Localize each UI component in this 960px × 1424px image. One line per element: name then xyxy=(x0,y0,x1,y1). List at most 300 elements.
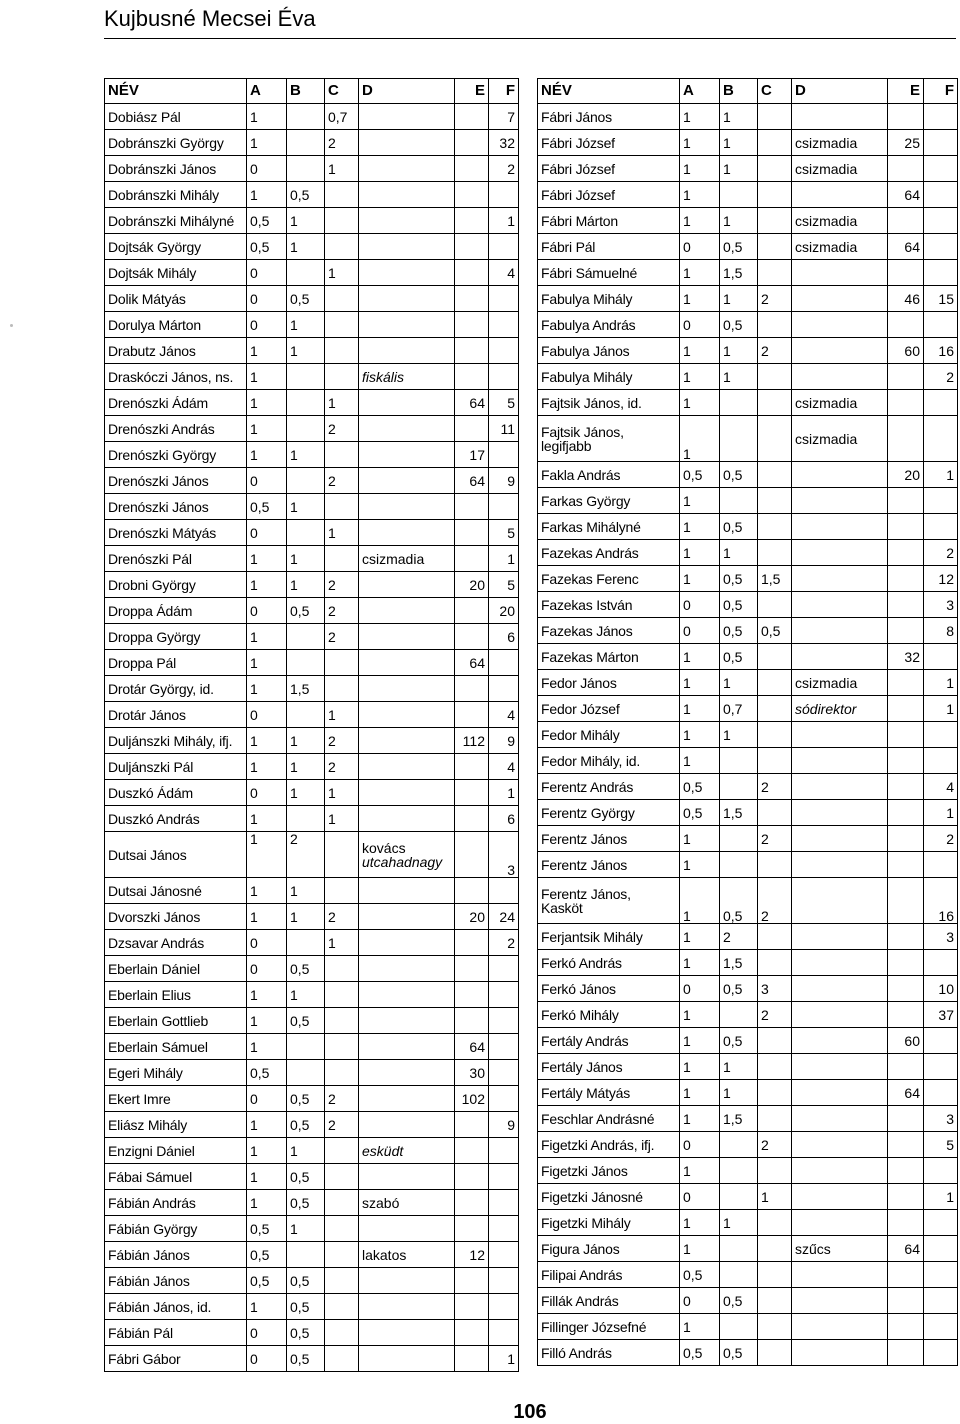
cell-name: Fábián András xyxy=(105,1190,247,1216)
cell-d xyxy=(359,1060,455,1086)
cell-c xyxy=(325,1034,359,1060)
cell-a: 0,5 xyxy=(247,234,287,260)
cell-a: 1 xyxy=(247,1294,287,1320)
cell-name: Fábián János, id. xyxy=(105,1294,247,1320)
cell-d xyxy=(359,260,455,286)
cell-name: Ferentz György xyxy=(538,800,680,826)
cell-b: 0,5 xyxy=(720,514,758,540)
cell-a: 1 xyxy=(247,878,287,904)
cell-d xyxy=(792,1054,888,1080)
table-row xyxy=(105,1268,519,1294)
cell-name: Ferkó András xyxy=(538,950,680,976)
cell-d xyxy=(359,702,455,728)
cell-a: 1 xyxy=(680,1314,720,1340)
cell-c xyxy=(325,1294,359,1320)
cell-e: 25 xyxy=(888,130,924,156)
cell-f: 1 xyxy=(924,800,958,826)
cell-a: 0,5 xyxy=(247,1268,287,1294)
cell-a: 1 xyxy=(247,130,287,156)
table-row xyxy=(538,1262,958,1288)
cell-d xyxy=(359,956,455,982)
cell-d xyxy=(359,878,455,904)
table-row xyxy=(538,924,958,950)
cell-e xyxy=(455,1008,489,1034)
table-row xyxy=(538,670,958,696)
cell-f: 5 xyxy=(489,390,519,416)
cell-b: 1 xyxy=(720,208,758,234)
cell-b xyxy=(287,364,325,390)
cell-d xyxy=(792,462,888,488)
cell-e xyxy=(888,1054,924,1080)
cell-a: 0,5 xyxy=(247,1060,287,1086)
cell-b xyxy=(287,390,325,416)
table-row xyxy=(538,1314,958,1340)
table-row xyxy=(105,338,519,364)
cell-d xyxy=(359,728,455,754)
table-row xyxy=(105,1190,519,1216)
cell-d xyxy=(792,592,888,618)
cell-f: 16 xyxy=(924,338,958,364)
cell-name: Fedor Mihály, id. xyxy=(538,748,680,774)
cell-c xyxy=(758,1262,792,1288)
cell-e xyxy=(455,520,489,546)
cell-e xyxy=(455,1112,489,1138)
cell-name: Dvorszki János xyxy=(105,904,247,930)
cell-c xyxy=(758,696,792,722)
cell-a: 1 xyxy=(680,566,720,592)
cell-f xyxy=(924,1210,958,1236)
cell-a: 1 xyxy=(680,488,720,514)
cell-b: 1,5 xyxy=(287,676,325,702)
cell-d xyxy=(792,1184,888,1210)
table-row xyxy=(105,1320,519,1346)
cell-b: 0,5 xyxy=(287,1268,325,1294)
cell-a: 0,5 xyxy=(680,462,720,488)
cell-f: 6 xyxy=(489,806,519,832)
cell-name: Fazekas Ferenc xyxy=(538,566,680,592)
cell-c: 1 xyxy=(758,1184,792,1210)
table-row xyxy=(538,826,958,852)
page-number: 106 xyxy=(513,1401,547,1423)
cell-e xyxy=(455,312,489,338)
cell-a: 0 xyxy=(680,1132,720,1158)
cell-c: 0,5 xyxy=(758,618,792,644)
table-row xyxy=(538,1054,958,1080)
cell-c xyxy=(325,1138,359,1164)
cell-d xyxy=(359,1320,455,1346)
cell-name: Drabutz János xyxy=(105,338,247,364)
cell-f xyxy=(924,312,958,338)
cell-d: lakatos xyxy=(359,1242,455,1268)
column-header-e: E xyxy=(455,79,489,104)
cell-f xyxy=(924,1314,958,1340)
cell-c: 1 xyxy=(325,702,359,728)
cell-a: 1 xyxy=(680,1106,720,1132)
cell-b: 0,5 xyxy=(720,566,758,592)
cell-c: 2 xyxy=(325,904,359,930)
cell-name: Ferentz János, Kasköt xyxy=(538,878,680,924)
cell-b xyxy=(287,520,325,546)
table-row xyxy=(538,208,958,234)
cell-d xyxy=(359,650,455,676)
cell-f xyxy=(924,390,958,416)
cell-a: 1 xyxy=(680,1158,720,1184)
cell-e: 64 xyxy=(455,650,489,676)
cell-f xyxy=(924,156,958,182)
cell-c xyxy=(758,800,792,826)
cell-name: Fedor József xyxy=(538,696,680,722)
cell-f xyxy=(489,676,519,702)
cell-b: 2 xyxy=(287,832,325,878)
column-header-name: NÉV xyxy=(105,79,247,104)
table-row xyxy=(538,514,958,540)
cell-d xyxy=(359,1268,455,1294)
cell-d xyxy=(359,338,455,364)
column-header-name: NÉV xyxy=(538,79,680,104)
cell-b: 0,5 xyxy=(287,956,325,982)
cell-e: 46 xyxy=(888,286,924,312)
cell-d xyxy=(359,1216,455,1242)
cell-e xyxy=(455,624,489,650)
cell-b xyxy=(720,416,758,462)
cell-a: 1 xyxy=(247,1008,287,1034)
cell-a: 1 xyxy=(680,1210,720,1236)
cell-a: 1 xyxy=(680,1002,720,1028)
cell-a: 0,5 xyxy=(247,208,287,234)
cell-a: 0 xyxy=(247,598,287,624)
cell-e xyxy=(455,1138,489,1164)
cell-e xyxy=(888,1314,924,1340)
cell-a: 0 xyxy=(247,956,287,982)
cell-b: 1 xyxy=(720,670,758,696)
cell-d xyxy=(792,878,888,924)
cell-b xyxy=(287,130,325,156)
cell-d xyxy=(792,976,888,1002)
cell-c: 1 xyxy=(325,930,359,956)
cell-f: 4 xyxy=(489,702,519,728)
table-row xyxy=(538,644,958,670)
cell-b: 0,5 xyxy=(720,1288,758,1314)
cell-b: 1 xyxy=(720,1054,758,1080)
cell-b xyxy=(287,416,325,442)
cell-name: Fazekas András xyxy=(538,540,680,566)
cell-f xyxy=(924,104,958,130)
cell-c xyxy=(758,156,792,182)
cell-d xyxy=(359,442,455,468)
cell-c: 2 xyxy=(758,878,792,924)
cell-a: 0 xyxy=(680,976,720,1002)
cell-b: 0,5 xyxy=(287,1190,325,1216)
cell-b xyxy=(720,1158,758,1184)
cell-name: Fábián János xyxy=(105,1268,247,1294)
table-row xyxy=(105,390,519,416)
cell-c xyxy=(325,494,359,520)
cell-b xyxy=(720,748,758,774)
table-row xyxy=(538,130,958,156)
cell-b: 1,5 xyxy=(720,950,758,976)
cell-d xyxy=(792,774,888,800)
cell-f xyxy=(489,1138,519,1164)
table-row xyxy=(105,1034,519,1060)
cell-c xyxy=(758,1236,792,1262)
cell-e: 102 xyxy=(455,1086,489,1112)
cell-d xyxy=(359,1008,455,1034)
cell-b xyxy=(720,1132,758,1158)
cell-name: Filló András xyxy=(538,1340,680,1366)
cell-d xyxy=(792,950,888,976)
cell-c xyxy=(758,644,792,670)
table-row xyxy=(105,754,519,780)
cell-a: 1 xyxy=(247,676,287,702)
cell-name: Droppa Pál xyxy=(105,650,247,676)
table-row xyxy=(538,1158,958,1184)
cell-f xyxy=(924,1262,958,1288)
cell-e xyxy=(888,826,924,852)
cell-name: Dobránszki Mihály xyxy=(105,182,247,208)
cell-e xyxy=(455,546,489,572)
cell-c xyxy=(758,364,792,390)
cell-d xyxy=(792,826,888,852)
cell-b: 0,5 xyxy=(287,1294,325,1320)
cell-e xyxy=(455,1190,489,1216)
cell-f xyxy=(489,1242,519,1268)
cell-e: 64 xyxy=(888,182,924,208)
cell-a: 1 xyxy=(247,390,287,416)
cell-a: 1 xyxy=(247,1112,287,1138)
table-row xyxy=(105,1242,519,1268)
cell-d xyxy=(792,1132,888,1158)
cell-name: Fábri Márton xyxy=(538,208,680,234)
cell-c xyxy=(325,650,359,676)
cell-d: csizmadia xyxy=(792,234,888,260)
cell-name: Fábri József xyxy=(538,130,680,156)
cell-c xyxy=(325,832,359,878)
cell-f: 5 xyxy=(489,520,519,546)
cell-a: 0 xyxy=(247,1086,287,1112)
cell-a: 1 xyxy=(680,924,720,950)
cell-f xyxy=(489,1320,519,1346)
cell-d: szűcs xyxy=(792,1236,888,1262)
cell-a: 1 xyxy=(247,442,287,468)
table-row xyxy=(105,1060,519,1086)
cell-d xyxy=(792,1288,888,1314)
cell-name: Fillinger Józsefné xyxy=(538,1314,680,1340)
cell-c xyxy=(758,1106,792,1132)
cell-b: 0,5 xyxy=(720,312,758,338)
cell-e xyxy=(455,754,489,780)
cell-d xyxy=(359,390,455,416)
cell-f: 3 xyxy=(924,1106,958,1132)
cell-name: Enzigni Dániel xyxy=(105,1138,247,1164)
cell-d xyxy=(359,598,455,624)
cell-d xyxy=(359,416,455,442)
cell-f: 20 xyxy=(489,598,519,624)
table-row xyxy=(538,1028,958,1054)
table-row xyxy=(105,104,519,130)
cell-d xyxy=(359,182,455,208)
cell-a: 1 xyxy=(680,208,720,234)
cell-name: Fábián Pál xyxy=(105,1320,247,1346)
cell-d xyxy=(359,208,455,234)
cell-e xyxy=(888,566,924,592)
cell-name: Ferjantsik Mihály xyxy=(538,924,680,950)
cell-b: 0,5 xyxy=(287,1320,325,1346)
cell-name: Fábián János xyxy=(105,1242,247,1268)
cell-f xyxy=(924,748,958,774)
cell-b: 0,5 xyxy=(287,182,325,208)
cell-a: 1 xyxy=(680,182,720,208)
table-row xyxy=(538,364,958,390)
cell-e xyxy=(455,930,489,956)
cell-name: Farkas György xyxy=(538,488,680,514)
cell-e xyxy=(888,1210,924,1236)
cell-c xyxy=(758,1210,792,1236)
cell-f xyxy=(489,234,519,260)
cell-d xyxy=(792,514,888,540)
table-row xyxy=(105,416,519,442)
cell-d xyxy=(792,286,888,312)
cell-a: 1 xyxy=(680,748,720,774)
cell-a: 0 xyxy=(247,1346,287,1372)
cell-name: Fabulya András xyxy=(538,312,680,338)
cell-name: Figura János xyxy=(538,1236,680,1262)
cell-c: 1 xyxy=(325,390,359,416)
cell-b xyxy=(720,852,758,878)
cell-e xyxy=(455,1216,489,1242)
cell-e: 30 xyxy=(455,1060,489,1086)
cell-d xyxy=(359,286,455,312)
cell-a: 1 xyxy=(247,806,287,832)
cell-name: Duljánszki Mihály, ifj. xyxy=(105,728,247,754)
cell-c xyxy=(758,670,792,696)
cell-b: 1 xyxy=(720,540,758,566)
cell-a: 1 xyxy=(680,696,720,722)
cell-b xyxy=(720,488,758,514)
cell-name: Figetzki András, ifj. xyxy=(538,1132,680,1158)
table-row xyxy=(105,442,519,468)
cell-b: 1 xyxy=(287,904,325,930)
cell-b xyxy=(287,1034,325,1060)
cell-b xyxy=(287,702,325,728)
cell-f: 2 xyxy=(489,930,519,956)
cell-name: Dobránszki Mihályné xyxy=(105,208,247,234)
cell-c xyxy=(758,852,792,878)
cell-a: 1 xyxy=(680,286,720,312)
column-header-f: F xyxy=(924,79,958,104)
cell-b: 1 xyxy=(287,982,325,1008)
cell-c xyxy=(758,130,792,156)
cell-d xyxy=(359,312,455,338)
cell-a: 1 xyxy=(247,624,287,650)
cell-e: 64 xyxy=(888,1080,924,1106)
table-row xyxy=(105,208,519,234)
cell-b: 1 xyxy=(720,1080,758,1106)
cell-c xyxy=(758,488,792,514)
cell-f: 5 xyxy=(924,1132,958,1158)
table-row xyxy=(538,312,958,338)
cell-a: 1 xyxy=(247,1138,287,1164)
cell-a: 1 xyxy=(680,878,720,924)
cell-b xyxy=(287,624,325,650)
cell-b: 1,5 xyxy=(720,1106,758,1132)
cell-b: 1 xyxy=(287,1138,325,1164)
cell-e xyxy=(455,1268,489,1294)
cell-d xyxy=(359,982,455,1008)
cell-a: 1 xyxy=(680,1054,720,1080)
left-register-table xyxy=(104,78,518,1372)
table-row xyxy=(105,520,519,546)
cell-a: 1 xyxy=(680,390,720,416)
cell-a: 0,5 xyxy=(680,774,720,800)
table-row xyxy=(538,800,958,826)
cell-c xyxy=(325,546,359,572)
cell-d: sódirektor xyxy=(792,696,888,722)
cell-d xyxy=(359,676,455,702)
table-header-row xyxy=(105,79,519,104)
cell-d xyxy=(792,312,888,338)
cell-name: Drotár György, id. xyxy=(105,676,247,702)
cell-c xyxy=(325,878,359,904)
cell-c xyxy=(325,182,359,208)
cell-d xyxy=(792,260,888,286)
cell-name: Droppa Ádám xyxy=(105,598,247,624)
cell-f xyxy=(489,1190,519,1216)
cell-e: 64 xyxy=(455,390,489,416)
column-header-d: D xyxy=(792,79,888,104)
cell-d xyxy=(359,1112,455,1138)
cell-e xyxy=(888,696,924,722)
cell-a: 1 xyxy=(247,338,287,364)
cell-a: 1 xyxy=(680,1236,720,1262)
cell-f: 2 xyxy=(924,364,958,390)
cell-name: Droppa György xyxy=(105,624,247,650)
cell-f xyxy=(924,1054,958,1080)
cell-d xyxy=(359,468,455,494)
column-header-c: C xyxy=(758,79,792,104)
cell-e xyxy=(455,806,489,832)
cell-a: 1 xyxy=(247,904,287,930)
cell-e xyxy=(888,924,924,950)
table-row xyxy=(105,572,519,598)
table-row xyxy=(105,598,519,624)
cell-name: Fajtsik János, id. xyxy=(538,390,680,416)
cell-e xyxy=(888,800,924,826)
column-header-b: B xyxy=(720,79,758,104)
cell-name: Feschlar Andrásné xyxy=(538,1106,680,1132)
cell-f xyxy=(924,514,958,540)
cell-e xyxy=(888,670,924,696)
cell-d: csizmadia xyxy=(359,546,455,572)
cell-b xyxy=(720,1314,758,1340)
cell-b: 0,5 xyxy=(287,1112,325,1138)
table-row xyxy=(538,1132,958,1158)
cell-f xyxy=(489,1008,519,1034)
cell-e xyxy=(888,774,924,800)
cell-b: 1 xyxy=(287,728,325,754)
table-row xyxy=(538,852,958,878)
cell-a: 1 xyxy=(680,950,720,976)
cell-e xyxy=(888,748,924,774)
cell-c xyxy=(325,1190,359,1216)
table-row xyxy=(105,468,519,494)
cell-c: 1,5 xyxy=(758,566,792,592)
cell-d xyxy=(359,904,455,930)
cell-e xyxy=(888,364,924,390)
cell-f xyxy=(924,1080,958,1106)
cell-e xyxy=(888,1002,924,1028)
cell-e xyxy=(888,208,924,234)
cell-f: 1 xyxy=(489,780,519,806)
